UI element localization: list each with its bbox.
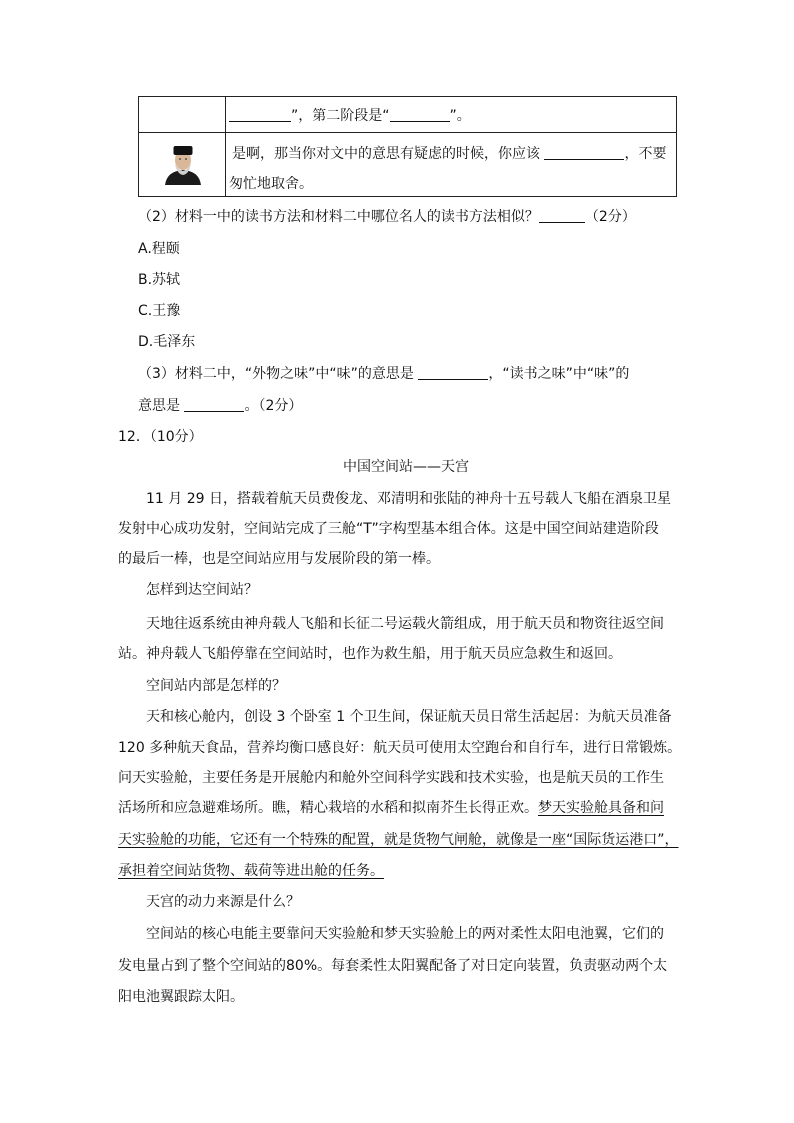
passage-subheading: 天宫的动力来源是什么？ bbox=[146, 894, 300, 910]
table-cell-row1: ”，第二阶段是“ ”。 bbox=[226, 97, 677, 133]
dialogue-table bbox=[138, 96, 677, 197]
passage-line: 发电量占到了整个空间站的80%。每套柔性太阳翼配备了对日定向装置，负责驱动两个太 bbox=[118, 958, 668, 974]
option-d[interactable]: D.毛泽东 bbox=[138, 334, 196, 350]
table-cell-empty bbox=[139, 97, 226, 133]
question-3-line1: （3）材料二中，“外物之味”中“味”的意思是 ，“读书之味”中“味”的 bbox=[138, 366, 630, 382]
passage-line: 天和核心舱内，创设 3 个卧室 1 个卫生间，保证航天员日常生活起居：为航天员准备 bbox=[146, 709, 672, 725]
passage-line: 发射中心成功发射，空间站完成了三舱“T”字构型基本组合体。这是中国空间站建造阶段 bbox=[118, 521, 659, 537]
passage-line: 空间站的核心电能主要靠问天实验舱和梦天实验舱上的两对柔性太阳电池翼，它们的 bbox=[146, 926, 664, 942]
option-a[interactable]: A.程颐 bbox=[138, 241, 180, 257]
passage-line: 的最后一棒，也是空间站应用与发展阶段的第一棒。 bbox=[118, 551, 440, 567]
question-2: （2）材料一中的读书方法和材料二中哪位名人的读书方法相似？ （2分） bbox=[138, 209, 636, 225]
option-c[interactable]: C.王豫 bbox=[138, 303, 181, 319]
passage-line: 活场所和应急避难场所。瞧，精心栽培的水稻和拟南芥生长得正欢。梦天实验舱具备和问 bbox=[118, 800, 664, 816]
passage-line: 问天实验舱，主要任务是开展舱内和舱外空间科学实践和技术实验，也是航天员的工作生 bbox=[118, 770, 664, 786]
passage-line: 阳电池翼跟踪太阳。 bbox=[118, 989, 244, 1005]
passage-line: 天地往返系统由神舟载人飞船和长征二号运载火箭组成，用于航天员和物资往返空间 bbox=[146, 616, 664, 632]
question-12-header: 12．（10分） bbox=[118, 429, 203, 445]
question-3-line2: 意思是 。（2分） bbox=[138, 398, 303, 414]
passage-subheading: 怎样到达空间站？ bbox=[146, 582, 258, 598]
underlined-sentence: 梦天实验舱具备和问 bbox=[538, 800, 664, 816]
option-b[interactable]: B.苏轼 bbox=[138, 272, 181, 288]
answer-blank[interactable] bbox=[390, 107, 450, 122]
answer-blank[interactable] bbox=[229, 107, 291, 122]
answer-blank[interactable] bbox=[544, 145, 624, 160]
answer-blank[interactable] bbox=[418, 365, 488, 380]
table-cell-row2: 是啊，那当你对文中的意思有疑虑的时候，你应该 ，不要 匆忙地取舍。 bbox=[226, 133, 677, 197]
underlined-line: 天实验舱的功能，它还有一个特殊的配置，就是货物气闸舱，就像是一座“国际货运港口”， bbox=[118, 832, 679, 848]
passage-line: 120 多种航天食品，营养均衡口感良好：航天员可使用太空跑台和自行车，进行日常锻炼。 bbox=[118, 740, 682, 756]
passage-title: 中国空间站——天宫 bbox=[343, 459, 469, 475]
underlined-line: 承担着空间站货物、载荷等进出舱的任务。 bbox=[118, 863, 384, 879]
answer-blank[interactable] bbox=[539, 208, 585, 223]
passage-subheading: 空间站内部是怎样的？ bbox=[146, 678, 286, 694]
passage-line: 站。神舟载人飞船停靠在空间站时，也作为救生船，用于航天员应急救生和返回。 bbox=[118, 646, 622, 662]
passage-line: 11 月 29 日，搭载着航天员费俊龙、邓清明和张陆的神舟十五号载人飞船在酒泉卫星 bbox=[146, 491, 671, 507]
portrait-image bbox=[163, 143, 203, 185]
answer-blank[interactable] bbox=[184, 397, 244, 412]
